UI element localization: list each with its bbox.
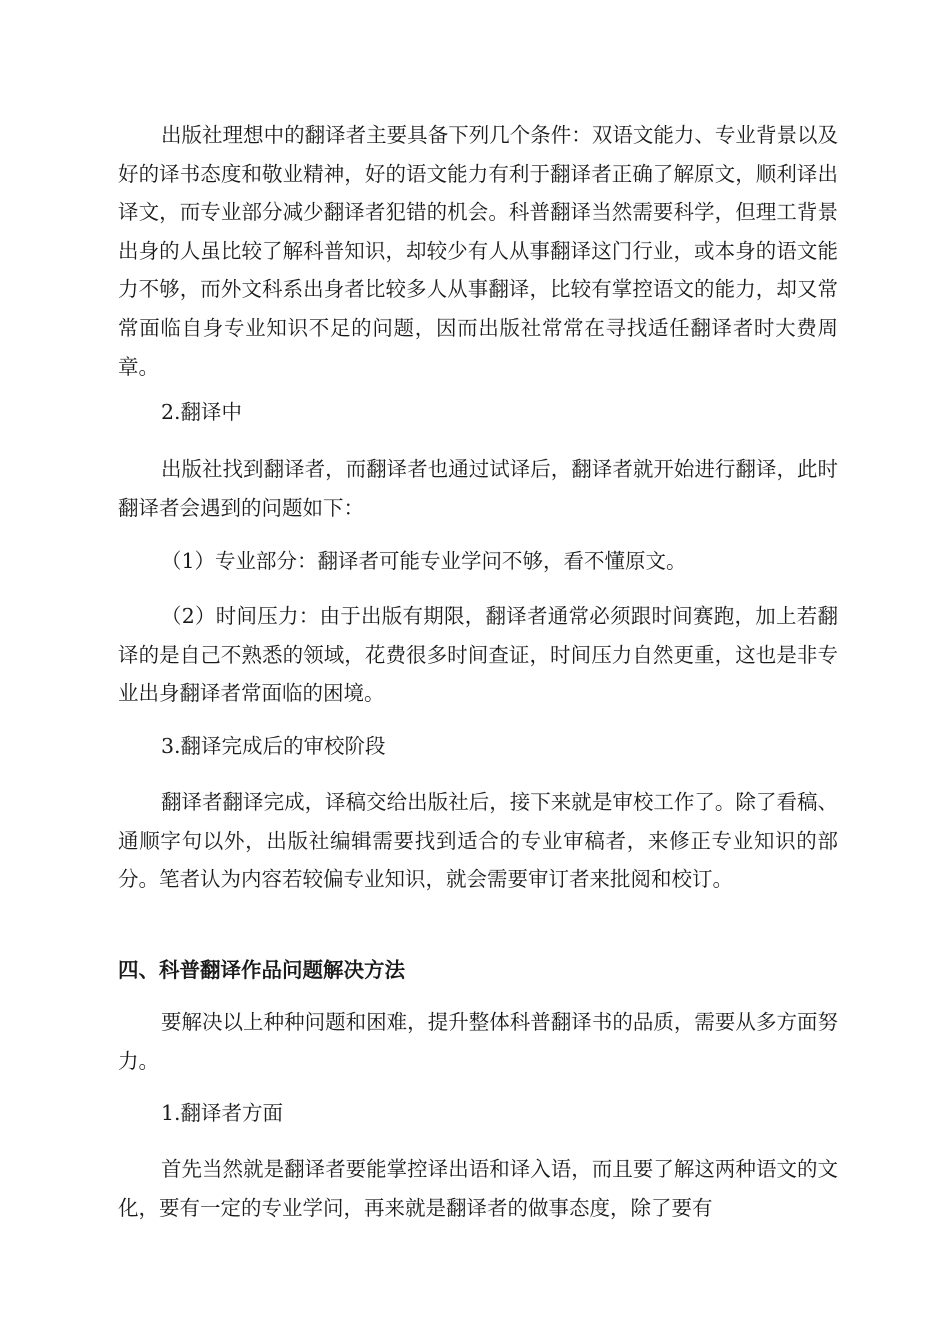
paragraph-translation-problems-intro: 出版社找到翻译者，而翻译者也通过试译后，翻译者就开始进行翻译，此时翻译者会遇到的问题如下： xyxy=(118,457,838,520)
paragraph-translator-requirements: 首先当然就是翻译者要能掌控译出语和译入语，而且要了解这两种语文的文化，要有一定的专业学问，再来就是翻译者的做事态度，除了要有 xyxy=(118,1157,838,1220)
list-item-professional-knowledge: （1）专业部分：翻译者可能专业学问不够，看不懂原文。 xyxy=(161,549,687,573)
section-heading-solutions: 四、科普翻译作品问题解决方法 xyxy=(118,958,405,982)
paragraph-review-process: 翻译者翻译完成，译稿交给出版社后，接下来就是审校工作了。除了看稿、通顺字句以外，出版社编辑需要找到适合的专业审稿者，来修正专业知识的部分。笔者认为内容若较偏专业知识，就会需要审订者来批阅和校订。 xyxy=(118,790,838,892)
paragraph-solutions-intro: 要解决以上种种问题和困难，提升整体科普翻译书的品质，需要从多方面努力。 xyxy=(118,1010,838,1073)
subheading-review-stage: 3.翻译完成后的审校阶段 xyxy=(161,734,386,758)
paragraph-translator-qualifications: 出版社理想中的翻译者主要具备下列几个条件：双语文能力、专业背景以及好的译书态度和敬业精神，好的语文能力有利于翻译者正确了解原文，顺利译出译文，而专业部分减少翻译者犯错的机会。科普翻译当然需要科学，但理工背景出身的人虽比较了解科普知识，却较少有人从事翻译这门行业，或本身的语文能力不够，而外文科系出身者比较多人从事翻译，比较有掌控语文的能力，却又常常面临自身专业知识不足的问题，因而出版社常常在寻找适任翻译者时大费周章。 xyxy=(118,123,838,379)
subheading-translator-aspect: 1.翻译者方面 xyxy=(161,1101,284,1125)
subheading-during-translation: 2.翻译中 xyxy=(161,400,243,424)
list-item-time-pressure: （2）时间压力：由于出版有期限，翻译者通常必须跟时间赛跑，加上若翻译的是自己不熟悉的领域，花费很多时间查证，时间压力自然更重，这也是非专业出身翻译者常面临的困境。 xyxy=(118,604,838,706)
